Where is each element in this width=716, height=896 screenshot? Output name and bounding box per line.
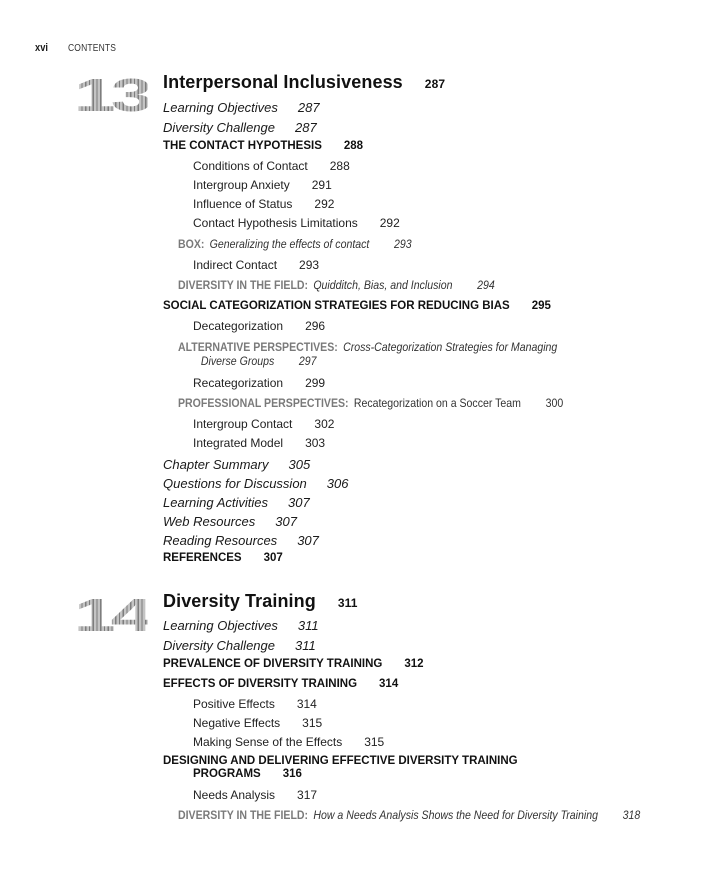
- feature-label: BOX:: [178, 237, 205, 251]
- chapter-title[interactable]: [163, 72, 445, 93]
- toc-entry-feature[interactable]: [178, 278, 495, 292]
- toc-entry-head2[interactable]: [193, 716, 322, 730]
- page-number: 300: [545, 396, 564, 410]
- toc-entry-head1[interactable]: [163, 552, 283, 564]
- page-number: 287: [424, 77, 446, 91]
- page-number: 296: [305, 319, 326, 333]
- page-number: 311: [295, 638, 316, 653]
- entry-text: Chapter Summary: [163, 457, 269, 472]
- feature-title: Quidditch, Bias, and Inclusion: [313, 278, 453, 292]
- page-number: 307: [275, 514, 297, 529]
- page-number: 292: [314, 197, 335, 211]
- toc-entry-ital[interactable]: [163, 514, 297, 529]
- entry-text: Web Resources: [163, 514, 256, 529]
- toc-entry-feature[interactable]: [178, 340, 557, 368]
- toc-entry-head2[interactable]: [193, 436, 325, 450]
- toc-entry-head2[interactable]: [193, 197, 334, 211]
- page-number: 295: [531, 300, 551, 312]
- page-number: 307: [297, 533, 319, 548]
- entry-text: EFFECTS OF DIVERSITY TRAINING: [163, 678, 358, 690]
- entry-text: Contact Hypothesis Limitations: [193, 216, 358, 230]
- toc-entry-feature[interactable]: [178, 237, 412, 251]
- toc-entry-head1[interactable]: [163, 140, 363, 152]
- entry-text: Influence of Status: [193, 197, 293, 211]
- toc-entry-head1[interactable]: [163, 755, 518, 780]
- page-number: 288: [329, 159, 350, 173]
- toc-entry-feature[interactable]: [178, 396, 563, 410]
- entry-text: THE CONTACT HYPOTHESIS: [163, 140, 322, 152]
- page-number: 311: [337, 596, 358, 610]
- toc-entry-head1[interactable]: [163, 300, 551, 312]
- page-number: 292: [379, 216, 400, 230]
- feature-title: Generalizing the effects of contact: [209, 237, 370, 251]
- toc-entry-ital[interactable]: [163, 495, 310, 510]
- entry-text: Questions for Discussion: [163, 476, 307, 491]
- entry-text: Integrated Model: [193, 436, 284, 450]
- entry-text: DESIGNING AND DELIVERING EFFECTIVE DIVERSITY TRAINING: [163, 755, 518, 767]
- page-number: 318: [622, 808, 641, 822]
- entry-text: PREVALENCE OF DIVERSITY TRAINING: [163, 658, 383, 670]
- page-number: 311: [297, 618, 319, 633]
- entry-text: Positive Effects: [193, 697, 275, 711]
- toc-entry-ital[interactable]: [163, 618, 319, 633]
- page-number: 314: [379, 678, 399, 690]
- entry-text: Learning Objectives: [163, 618, 278, 633]
- chapter-number: 13: [74, 68, 148, 122]
- page-number: 291: [311, 178, 332, 192]
- entry-text: Learning Activities: [163, 495, 269, 510]
- toc-entry-head2[interactable]: [193, 376, 325, 390]
- page-number: 312: [404, 658, 424, 670]
- page-number: 314: [296, 697, 317, 711]
- page-number: 305: [288, 457, 311, 472]
- feature-label: PROFESSIONAL PERSPECTIVES:: [178, 396, 349, 410]
- entry-text: Needs Analysis: [193, 788, 276, 802]
- page-number: 315: [364, 735, 385, 749]
- page-number: 288: [343, 140, 364, 152]
- entry-continuation: [193, 768, 518, 780]
- page-number: 307: [288, 495, 310, 510]
- toc-entry-ital[interactable]: [163, 638, 316, 653]
- toc-entry-ital[interactable]: [163, 120, 317, 135]
- feature-title-continuation: [201, 354, 557, 368]
- entry-text: Learning Objectives: [163, 100, 278, 115]
- entry-text: Negative Effects: [193, 716, 281, 730]
- entry-text: Diversity Challenge: [163, 638, 275, 653]
- page-number: 293: [393, 237, 412, 251]
- toc-entry-head2[interactable]: [193, 417, 334, 431]
- page-number: 303: [305, 436, 326, 450]
- toc-entry-ital[interactable]: [163, 533, 319, 548]
- entry-text: Recategorization: [193, 376, 284, 390]
- page-number: 307: [263, 552, 283, 564]
- page-number: 294: [477, 278, 495, 292]
- page-number: 297: [298, 354, 317, 368]
- continuation-text: PROGRAMS: [193, 768, 261, 780]
- toc-entry-head1[interactable]: [163, 678, 398, 690]
- toc-entry-head2[interactable]: [193, 216, 400, 230]
- feature-label: DIVERSITY IN THE FIELD:: [178, 278, 309, 292]
- toc-entry-head2[interactable]: [193, 697, 317, 711]
- continuation-text: Diverse Groups: [200, 354, 275, 368]
- entry-text: Intergroup Contact: [193, 417, 293, 431]
- entry-text: SOCIAL CATEGORIZATION STRATEGIES FOR REDUCING BIAS: [163, 300, 510, 312]
- chapter-number: 14: [74, 588, 148, 642]
- entry-text: Decategorization: [193, 319, 284, 333]
- toc-entry-head2[interactable]: [193, 788, 317, 802]
- chapter-title-text: Diversity Training: [163, 591, 316, 611]
- toc-entry-head2[interactable]: [193, 159, 350, 173]
- toc-entry-ital[interactable]: [163, 476, 348, 491]
- feature-title: Cross-Categorization Strategies for Managing: [343, 340, 558, 354]
- toc-entry-head2[interactable]: [193, 735, 384, 749]
- page-number: 315: [302, 716, 323, 730]
- page-folio: xvi: [35, 42, 49, 54]
- page-number: 306: [326, 476, 349, 491]
- toc-entry-head2[interactable]: [193, 178, 332, 192]
- toc-entry-ital[interactable]: [163, 100, 320, 115]
- entry-text: Conditions of Contact: [193, 159, 308, 173]
- entry-text: REFERENCES: [163, 552, 242, 564]
- toc-entry-ital[interactable]: [163, 457, 310, 472]
- chapter-title[interactable]: [163, 591, 358, 612]
- toc-entry-head1[interactable]: [163, 658, 424, 670]
- toc-entry-feature[interactable]: [178, 808, 640, 822]
- entry-text: Indirect Contact: [193, 258, 278, 272]
- page-number: 287: [297, 100, 320, 115]
- toc-entry-head2[interactable]: [193, 258, 319, 272]
- feature-label: DIVERSITY IN THE FIELD:: [178, 808, 309, 822]
- page-number: 317: [297, 788, 318, 802]
- toc-entry-head2[interactable]: [193, 319, 325, 333]
- page-number: 299: [305, 376, 326, 390]
- running-head: CONTENTS: [68, 43, 117, 54]
- chapter-title-text: Interpersonal Inclusiveness: [163, 72, 403, 92]
- entry-text: Intergroup Anxiety: [193, 178, 290, 192]
- entry-text: Diversity Challenge: [163, 120, 275, 135]
- page-number: 302: [314, 417, 335, 431]
- page-number: 287: [295, 120, 317, 135]
- entry-text: Reading Resources: [163, 533, 278, 548]
- entry-text: Making Sense of the Effects: [193, 735, 343, 749]
- feature-title: Recategorization on a Soccer Team: [353, 396, 521, 410]
- page-number: 293: [299, 258, 320, 272]
- feature-label: ALTERNATIVE PERSPECTIVES:: [178, 340, 338, 354]
- page-number: 316: [282, 768, 302, 780]
- feature-title: How a Needs Analysis Shows the Need for Diversity Training: [313, 808, 598, 822]
